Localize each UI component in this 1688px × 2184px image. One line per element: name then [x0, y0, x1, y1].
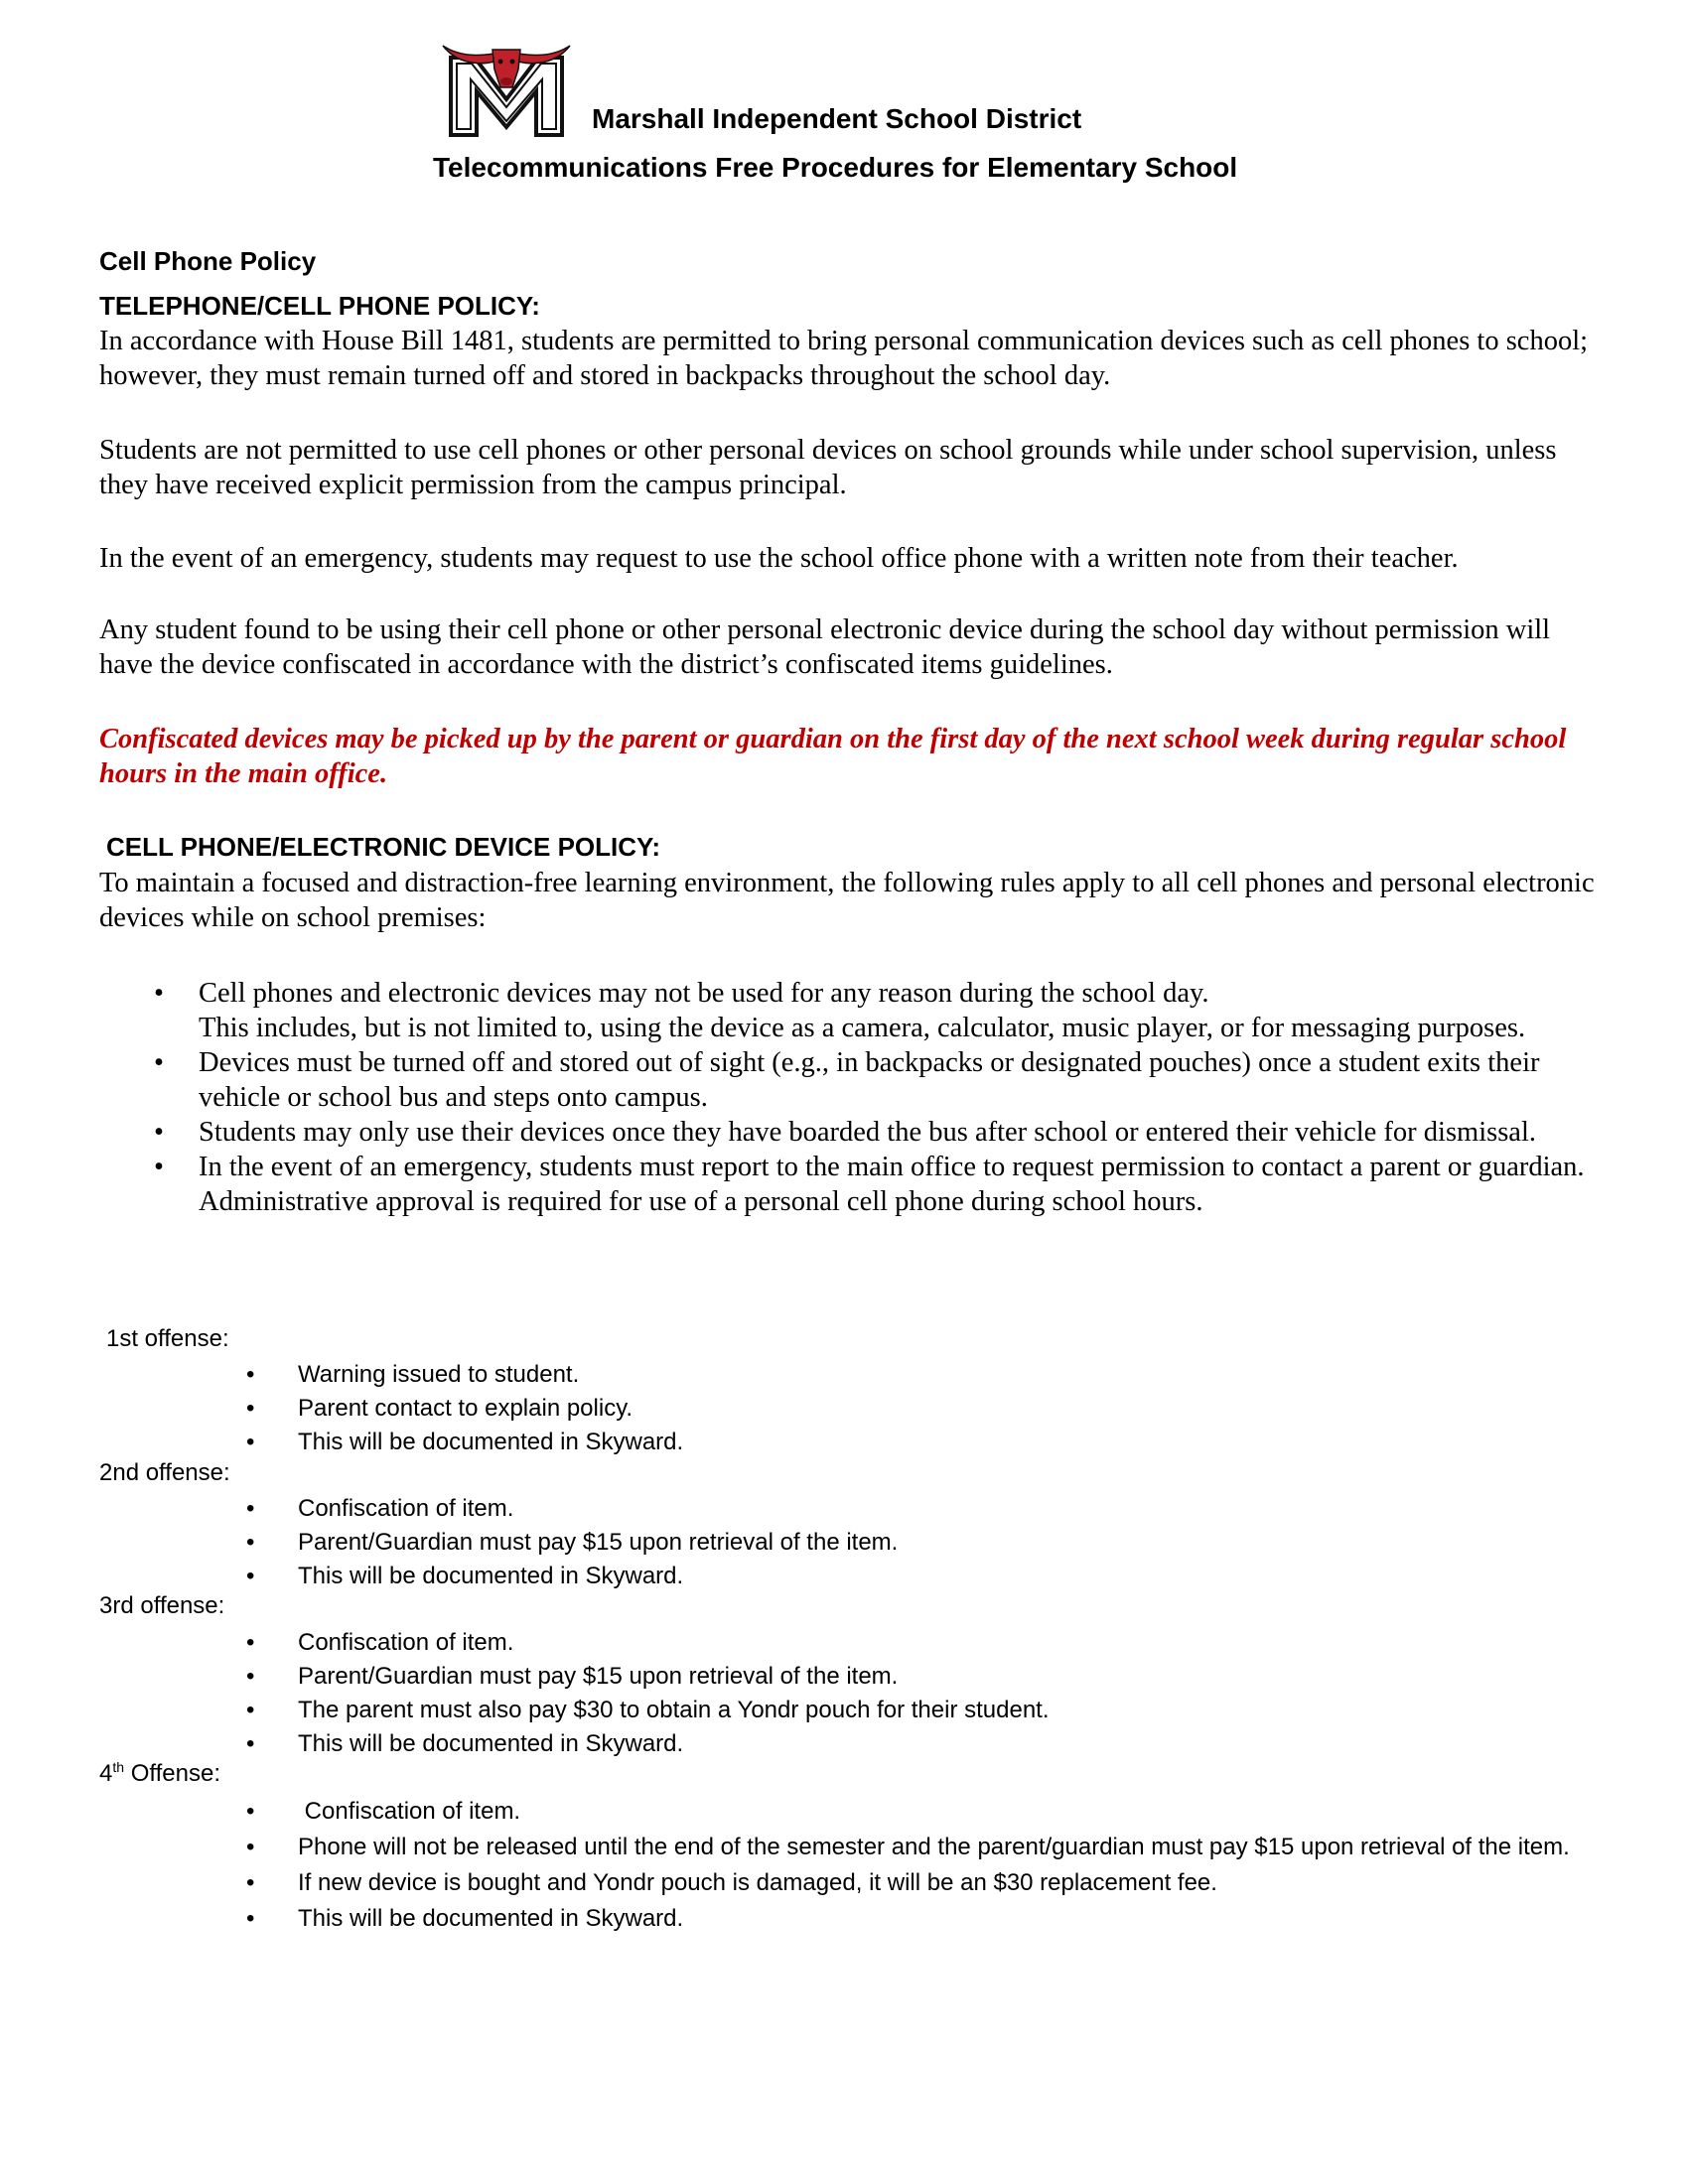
bullet-icon: •: [154, 1117, 164, 1148]
offense-item: Parent contact to explain policy.: [298, 1395, 633, 1422]
offense-item: Confiscation of item.: [298, 1798, 521, 1825]
bullet-icon: •: [246, 1697, 255, 1723]
bullet-icon: •: [246, 1730, 255, 1757]
offense-item: This will be documented in Skyward.: [298, 1563, 684, 1589]
offense-4-number: 4: [99, 1760, 113, 1787]
list-item: [246, 1830, 1597, 1865]
paragraph-emergency: In the event of an emergency, students may request to use the school office phone with a written note from their teacher.: [99, 543, 1459, 574]
offense-item: This will be documented in Skyward.: [298, 1905, 684, 1932]
bullet-icon: •: [246, 1429, 255, 1455]
rule-text: In the event of an emergency, students must report to the main office to request permission to contact a parent or guardian. Administrative approval is required for use of a personal cell phone during school hours.: [199, 1152, 1585, 1217]
rule-text-continued: This includes, but is not limited to, using the device as a camera, calculator, music player, or for messaging purposes.: [199, 1013, 1526, 1043]
bullet-icon: •: [246, 1395, 255, 1422]
list-item: [99, 1045, 1589, 1115]
rule-text: Cell phones and electronic devices may not be used for any reason during the school day.: [199, 978, 1209, 1009]
offense-item: The parent must also pay $30 to obtain a Yondr pouch for their student.: [298, 1697, 1050, 1723]
paragraph-no-use: Students are not permitted to use cell phones or other personal devices on school grounds while under school supervision, unless they have received explicit permission from the campus principal.: [99, 435, 1557, 500]
offense-4-label: [99, 1760, 220, 1788]
offense-4-list: [246, 1794, 1597, 1937]
bullet-icon: •: [246, 1905, 255, 1932]
bullet-icon: •: [246, 1663, 255, 1690]
longhorn-m-logo-icon: [441, 36, 572, 139]
offense-item: If new device is bought and Yondr pouch is damaged, it will be an $30 replacement fee.: [298, 1869, 1217, 1896]
list-item: [99, 1115, 1589, 1150]
paragraph-house-bill: In accordance with House Bill 1481, students are permitted to bring personal communication devices such as cell phones to school; however, they must remain turned off and stored in backpacks throughout the school day.: [99, 326, 1589, 391]
bullet-icon: •: [246, 1361, 255, 1388]
list-item: [246, 1660, 1597, 1694]
offense-item: Phone will not be released until the end of the semester and the parent/guardian must pay $15 upon retrieval of the item.: [298, 1834, 1570, 1860]
list-item: [246, 1901, 1597, 1937]
bullet-icon: •: [246, 1495, 255, 1522]
paragraph-confiscation: Any student found to be using their cell phone or other personal electronic device during the school day without permission will have the device confiscated in accordance with the district’s confiscated items guidelines.: [99, 614, 1551, 680]
rule-text: Students may only use their devices once they have boarded the bus after school or entered their vehicle for dismissal.: [199, 1117, 1537, 1148]
rule-text: Devices must be turned off and stored out of sight (e.g., in backpacks or designated pouches) once a student exits their vehicle or school bus and steps onto campus.: [199, 1047, 1540, 1113]
bullet-icon: •: [154, 1152, 164, 1182]
list-item: [246, 1492, 1597, 1526]
offense-item: Confiscation of item.: [298, 1629, 514, 1656]
list-item: [246, 1392, 1597, 1426]
document-subtitle: Telecommunications Free Procedures for Elementary School: [433, 152, 1238, 183]
list-item: [99, 976, 1589, 1045]
section2-intro: To maintain a focused and distraction-free learning environment, the following rules apply to all cell phones and personal electronic devices while on school premises:: [99, 868, 1595, 933]
list-item: [246, 1794, 1597, 1830]
list-item: [246, 1526, 1597, 1560]
offense-item: Parent/Guardian must pay $15 upon retrieval of the item.: [298, 1529, 899, 1556]
bullet-icon: •: [246, 1529, 255, 1556]
offense-item: Parent/Guardian must pay $15 upon retrieval of the item.: [298, 1663, 899, 1690]
bullet-icon: •: [154, 978, 164, 1009]
district-name: Marshall Independent School District: [592, 103, 1082, 134]
offense-2-list: [246, 1492, 1597, 1593]
offense-2-label: 2nd offense:: [99, 1459, 230, 1486]
section1-heading: TELEPHONE/CELL PHONE POLICY:: [99, 291, 540, 321]
list-item: [246, 1560, 1597, 1593]
bullet-icon: •: [154, 1047, 164, 1078]
list-item: [246, 1426, 1597, 1459]
list-item: [246, 1865, 1597, 1901]
confiscation-notice: Confiscated devices may be picked up by the parent or guardian on the first day of the next school week during regular school hours in the main office.: [99, 724, 1567, 789]
list-item: [246, 1694, 1597, 1727]
offense-1-list: [246, 1358, 1597, 1459]
bullet-icon: •: [246, 1798, 255, 1825]
bullet-icon: •: [246, 1563, 255, 1589]
offense-item: Warning issued to student.: [298, 1361, 580, 1388]
policy-title: Cell Phone Policy: [99, 246, 317, 276]
offense-item: Confiscation of item.: [298, 1495, 514, 1522]
bullet-icon: •: [246, 1834, 255, 1860]
offense-3-label: 3rd offense:: [99, 1592, 225, 1619]
bullet-icon: •: [246, 1869, 255, 1896]
list-item: [99, 1150, 1589, 1219]
list-item: [246, 1626, 1597, 1660]
offense-3-list: [246, 1626, 1597, 1761]
device-rules-list: [99, 976, 1589, 1219]
offense-item: This will be documented in Skyward.: [298, 1429, 684, 1455]
bullet-icon: •: [246, 1629, 255, 1656]
offense-4-text: Offense:: [124, 1760, 220, 1787]
list-item: [246, 1358, 1597, 1392]
offense-item: This will be documented in Skyward.: [298, 1730, 684, 1757]
section2-heading: CELL PHONE/ELECTRONIC DEVICE POLICY:: [106, 832, 661, 862]
ordinal-suffix: th: [112, 1759, 125, 1775]
list-item: [246, 1727, 1597, 1761]
offense-1-label: 1st offense:: [106, 1325, 229, 1352]
